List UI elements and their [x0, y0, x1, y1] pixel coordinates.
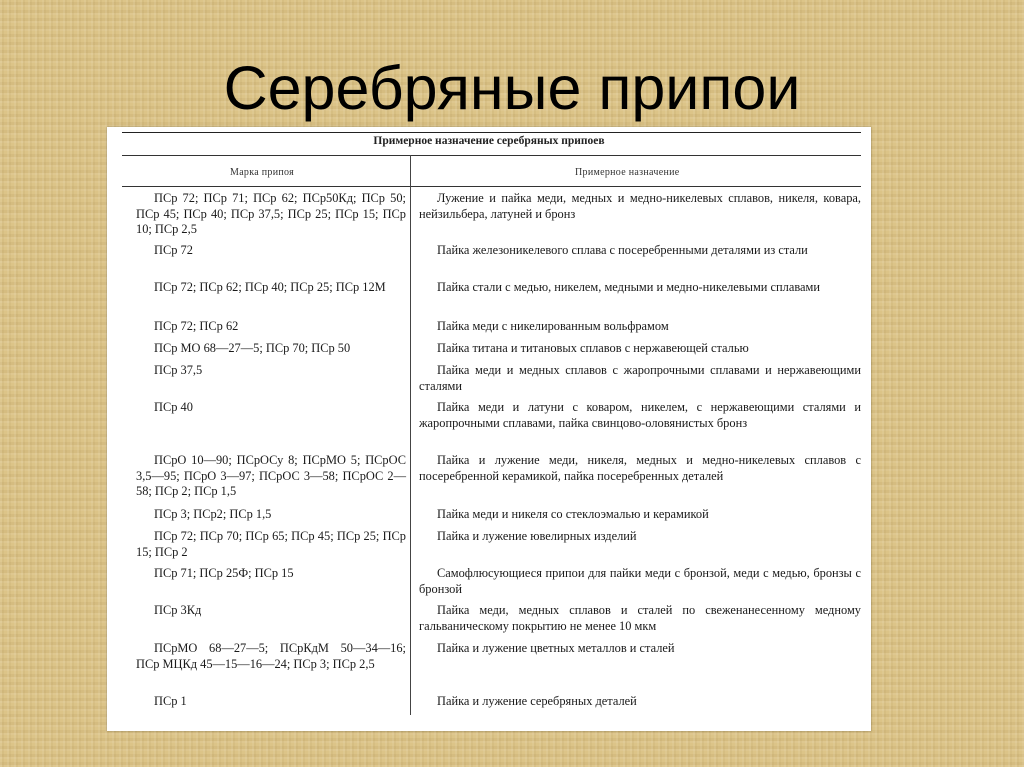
grade-cell: ПСр 72 — [154, 243, 193, 257]
grade-cell: ПСр МО 68—27—5; ПСр 70; ПСр 50 — [154, 341, 351, 355]
purpose-cell: Лужение и пайка меди, медных и медно-никелевых сплавов, никеля, ковара, нейзильбера, латуней и бронз — [419, 191, 861, 221]
grade-cell: ПСр 72; ПСр 71; ПСр 62; ПСр50Кд; ПСр 50; ПСр 45; ПСр 40; ПСр 37,5; ПСр 25; ПСр 15; ПСр 10; ПСр 2,5 — [136, 191, 406, 236]
grade-cell: ПСр 3Кд — [154, 603, 202, 617]
purpose-cell: Пайка меди, медных сплавов и сталей по свеженанесенному медному гальваническому покрытию не менее 10 мкм — [419, 603, 861, 633]
grade-cell: ПСр 37,5 — [154, 363, 203, 377]
header-rule — [122, 186, 861, 187]
purpose-cell: Пайка и лужение меди, никеля, медных и медно-никелевых сплавов с посеребренной керамикой, пайка посеребренных деталей — [419, 453, 861, 483]
purpose-cell: Пайка меди с никелированным вольфрамом — [437, 319, 669, 333]
grade-cell: ПСр 72; ПСр 62 — [154, 319, 239, 333]
caption-rule — [122, 155, 861, 156]
header-purpose: Примерное назначение — [575, 167, 680, 178]
purpose-cell: Пайка и лужение цветных металлов и сталей — [437, 641, 675, 655]
grade-cell: ПСр 71; ПСр 25Ф; ПСр 15 — [154, 566, 294, 580]
purpose-cell: Пайка стали с медью, никелем, медными и медно-никелевыми сплавами — [437, 280, 821, 294]
purpose-cell: Пайка и лужение ювелирных изделий — [437, 529, 637, 543]
purpose-cell: Пайка меди и медных сплавов с жаропрочными сплавами и нержавеющими сталями — [419, 363, 861, 393]
grade-cell: ПСр 72; ПСр 70; ПСр 65; ПСр 45; ПСр 25; ПСр 15; ПСр 2 — [136, 529, 406, 559]
column-divider — [410, 155, 411, 715]
grade-cell: ПСр 40 — [154, 400, 193, 414]
grade-cell: ПСрМО 68—27—5; ПСрКдМ 50—34—16; ПСр МЦКд 45—15—16—24; ПСр 3; ПСр 2,5 — [136, 641, 406, 671]
grade-cell: ПСр 1 — [154, 694, 187, 708]
purpose-cell: Пайка титана и титановых сплавов с нержавеющей сталью — [437, 341, 749, 355]
purpose-cell: Самофлюсующиеся припои для пайки меди с бронзой, меди с медью, бронзы с бронзой — [419, 566, 861, 596]
purpose-cell: Пайка железоникелевого сплава с посеребренными деталями из стали — [437, 243, 808, 257]
purpose-cell: Пайка меди и никеля со стеклоэмалью и керамикой — [437, 507, 709, 521]
grade-cell: ПСр 3; ПСр2; ПСр 1,5 — [154, 507, 272, 521]
grade-cell: ПСр 72; ПСр 62; ПСр 40; ПСр 25; ПСр 12М — [154, 280, 386, 294]
table-caption: Примерное назначение серебряных припоев — [373, 135, 605, 147]
purpose-cell: Пайка и лужение серебряных деталей — [437, 694, 637, 708]
header-grade: Марка припоя — [230, 167, 295, 178]
table-top-rule — [122, 132, 861, 133]
slide-title: Серебряные припои — [223, 54, 801, 122]
purpose-cell: Пайка меди и латуни с коваром, никелем, с нержавеющими сталями и жаропрочными сплавами, пайка свинцово-оловянистых бронз — [419, 400, 861, 430]
grade-cell: ПСрО 10—90; ПСрОСу 8; ПСрМО 5; ПСрОС 3,5—95; ПСрО 3—97; ПСрОС 3—58; ПСрОС 2—58; ПСр 2; ПСр 1,5 — [136, 453, 406, 498]
